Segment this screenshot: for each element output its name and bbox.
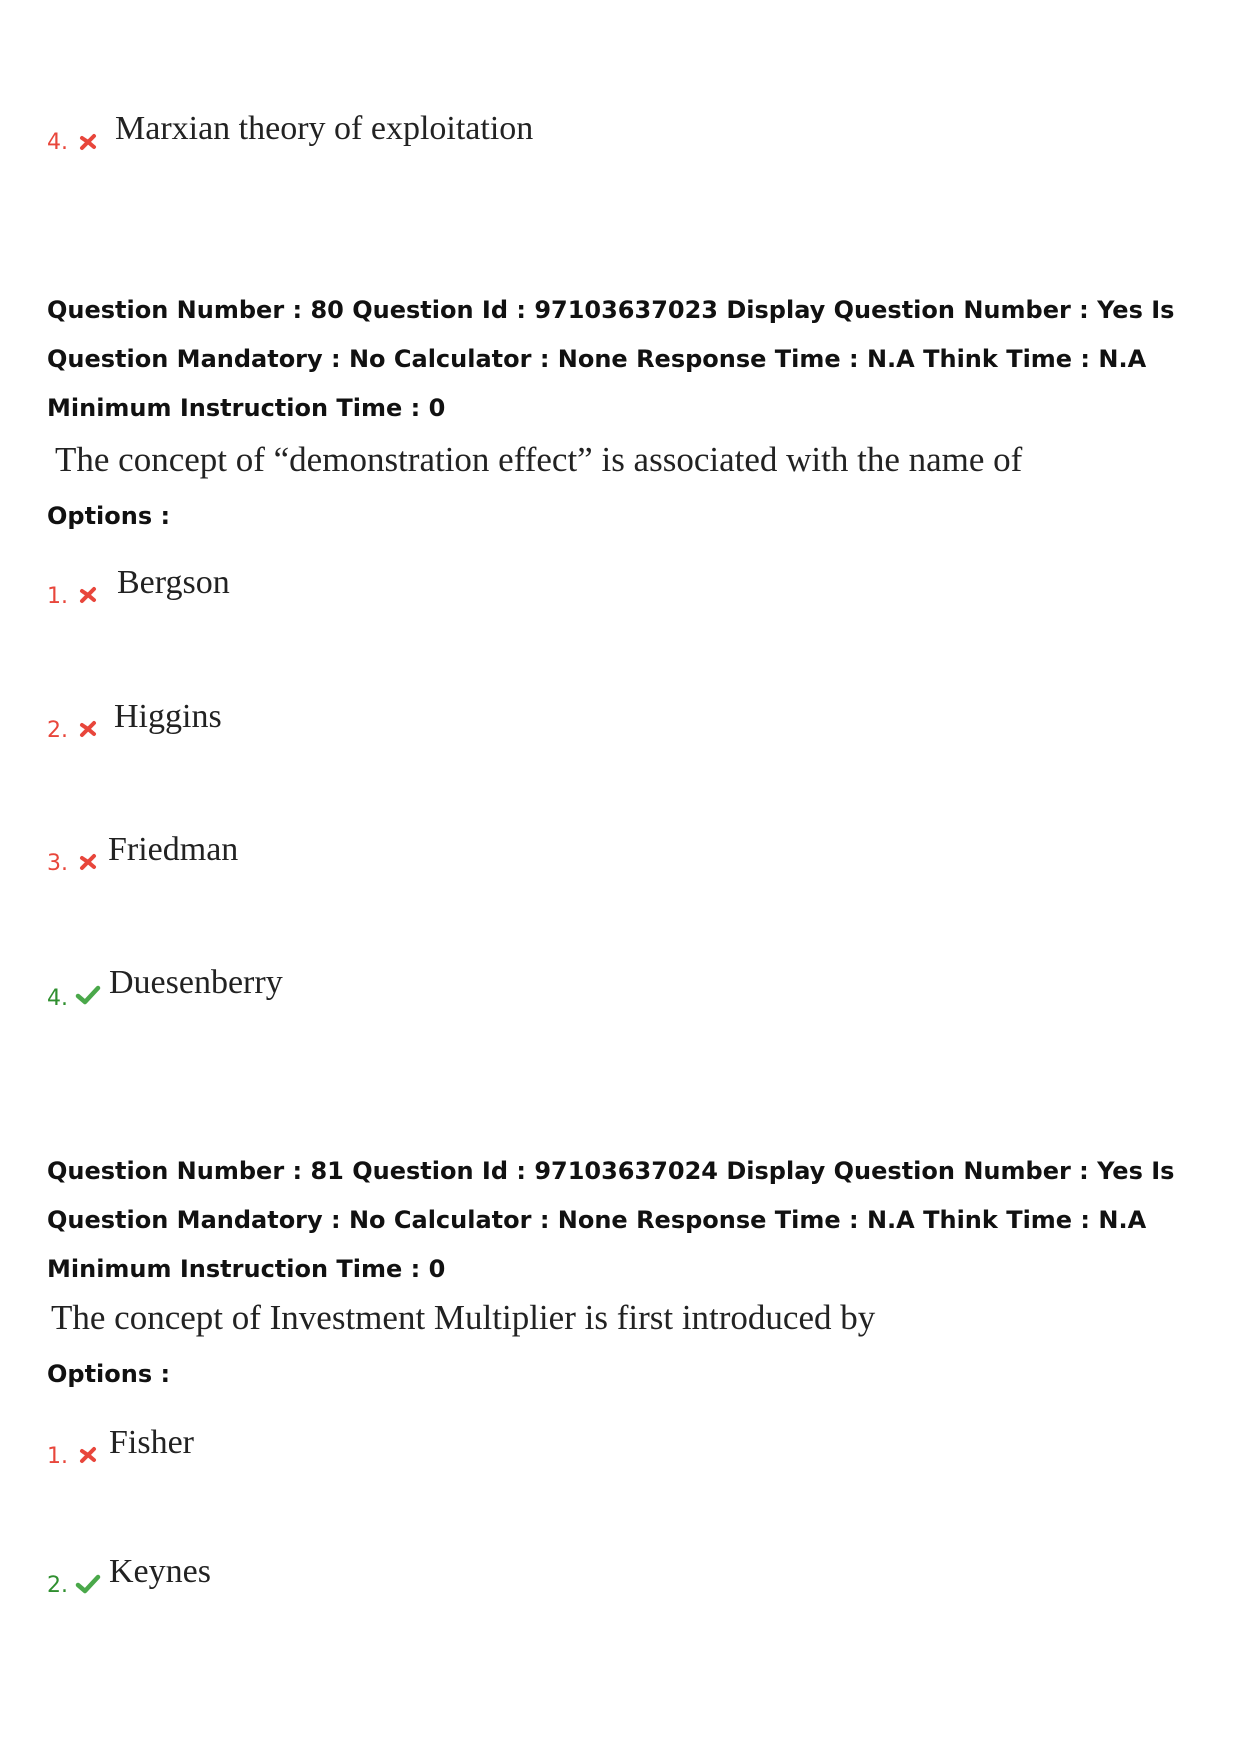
option-text: Friedman bbox=[108, 831, 239, 868]
cross-icon bbox=[77, 718, 99, 740]
cross-icon bbox=[77, 851, 99, 873]
option-number: 1. bbox=[47, 1444, 68, 1469]
option-text: Bergson bbox=[117, 564, 230, 601]
option-text: Fisher bbox=[109, 1424, 194, 1461]
cross-icon bbox=[77, 584, 99, 606]
question-text: The concept of “demonstration effect” is associated with the name of bbox=[55, 440, 1023, 479]
option-text: Higgins bbox=[114, 698, 222, 735]
option-text: Keynes bbox=[109, 1553, 211, 1590]
option-number: 4. bbox=[47, 986, 68, 1011]
cross-icon bbox=[77, 1444, 99, 1466]
options-label: Options : bbox=[47, 1360, 171, 1388]
option-number: 1. bbox=[47, 584, 68, 609]
option-text: Marxian theory of exploitation bbox=[115, 110, 534, 147]
check-icon bbox=[75, 1573, 101, 1595]
cross-icon bbox=[77, 131, 99, 153]
option-number: 4. bbox=[47, 130, 68, 155]
option-text: Duesenberry bbox=[109, 964, 283, 1001]
question-text: The concept of Investment Multiplier is first introduced by bbox=[51, 1298, 876, 1337]
option-number: 2. bbox=[47, 718, 68, 743]
options-label: Options : bbox=[47, 502, 171, 530]
option-number: 2. bbox=[47, 1573, 68, 1598]
question-meta: Question Number : 81 Question Id : 97103637024 Display Question Number : Yes Is Question Mandatory : No Calculator : None Response Time : N.A Think Time : N.A Minimum Instruction Time : 0 bbox=[47, 1157, 1175, 1283]
question-meta: Question Number : 80 Question Id : 97103637023 Display Question Number : Yes Is Question Mandatory : No Calculator : None Response Time : N.A Think Time : N.A Minimum Instruction Time : 0 bbox=[47, 296, 1175, 422]
option-number: 3. bbox=[47, 851, 68, 876]
check-icon bbox=[75, 984, 101, 1006]
